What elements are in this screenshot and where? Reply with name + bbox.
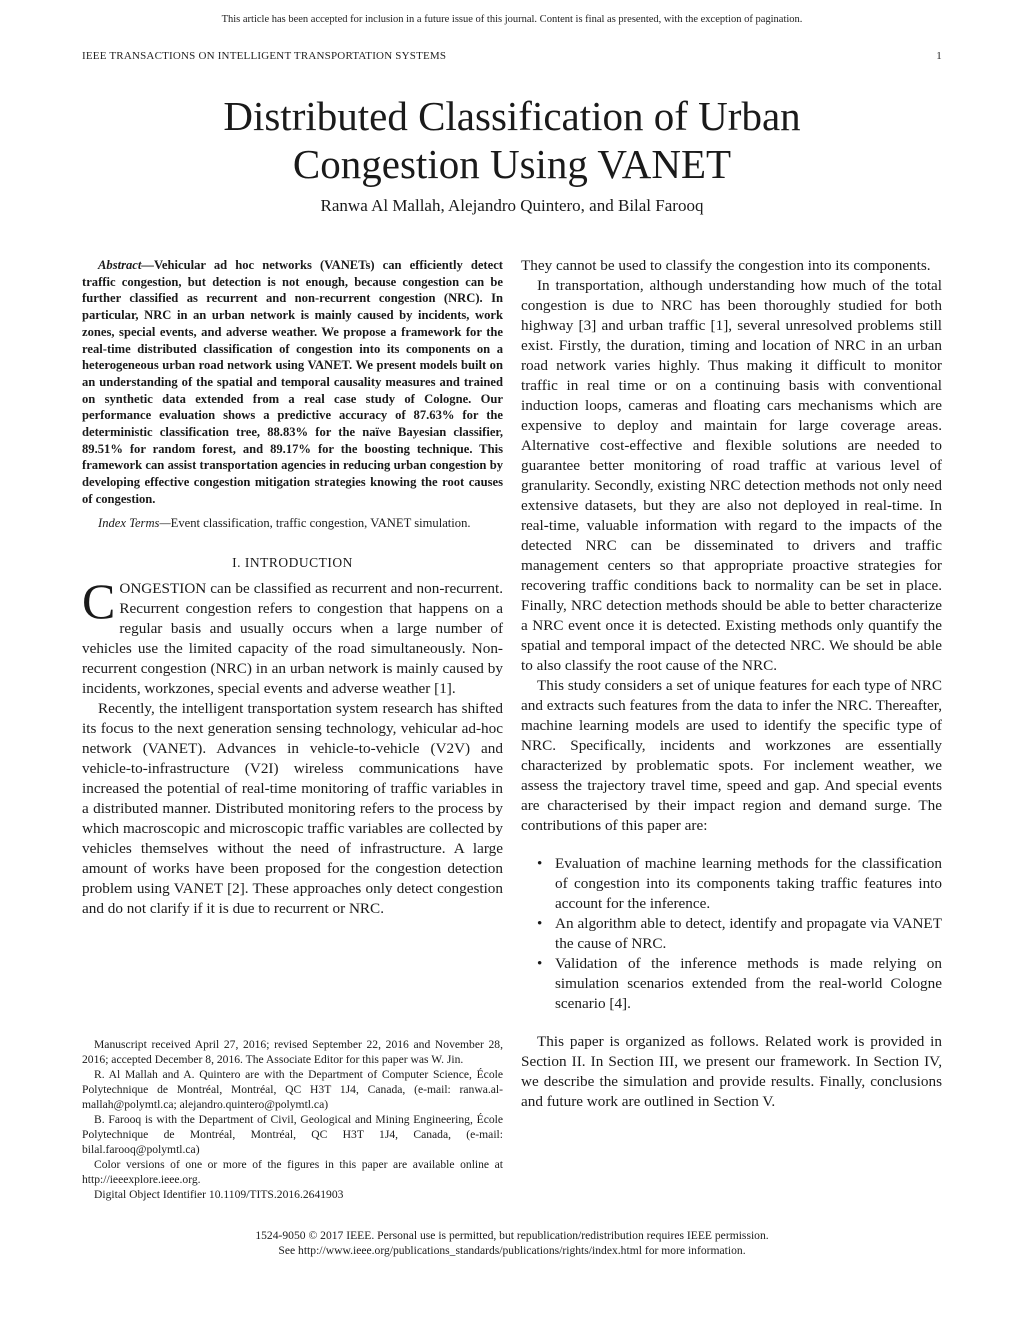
abstract-label: Abstract—: [98, 258, 154, 272]
bullet-icon: •: [537, 955, 543, 972]
list-item-text: Evaluation of machine learning methods for the classification of congestion into its components taking traffic features into account for the inference.: [555, 855, 942, 912]
page-number: 1: [936, 50, 942, 62]
index-terms-text: Event classification, traffic congestion, VANET simulation.: [170, 515, 471, 530]
paper-title: [0, 92, 1024, 188]
author-list: Ranwa Al Mallah, Alejandro Quintero, and Bilal Farooq: [320, 196, 704, 215]
bullet-icon: •: [537, 855, 543, 872]
copyright-footer: [0, 1228, 1024, 1258]
left-column: [82, 257, 503, 919]
drop-cap: C: [82, 573, 116, 630]
intro-paragraph-1-text: ONGESTION can be classified as recurrent and non-recurrent. Recurrent congestion refers to congestion that happens on a regular basis and usually occurs when a large number of vehicles use the limited capacity of the road simultaneously. Non-recurrent congestion (NRC) in an urban network is mainly caused by incidents, workzones, special events and adverse weather [1].: [82, 580, 503, 698]
acceptance-notice: This article has been accepted for inclusion in a future issue of this journal. Content is final as presented, with the exception of pagination.: [221, 14, 803, 25]
intro-paragraph-2: Recently, the intelligent transportation system research has shifted its focus to the next generation sensing technology, vehicular ad-hoc network (VANET). Advances in vehicle-to-vehicle (V2V) and vehicle-to-infrastructure (V2I) wireless communications have increased the potential of real-time monitoring of traffic variables in a distributed manner. Distributed monitoring refers to the process by which macroscopic and microscopic traffic variables are collected by vehicles themselves without the need of infrastructure. A large amount of works have been proposed for the congestion detection problem using VANET [2]. These approaches only detect congestion and do not clarify if it is due to recurrent or NRC.: [82, 700, 503, 918]
index-terms: [82, 515, 503, 532]
footnote-affiliation-1: R. Al Mallah and A. Quintero are with the Department of Computer Science, École Polytechnique de Montréal, Montréal, QC H3T 1J4, Canada, (e-mail: ranwa.al-mallah@polymtl.ca; alejandro.quintero@polymtl.ca): [82, 1068, 503, 1111]
footnote-affiliation-2: B. Farooq is with the Department of Civil, Geological and Mining Engineering, École Polytechnique de Montréal, Montréal, QC H3T 1J4, Canada, (e-mail: bilal.farooq@polymtl.ca): [82, 1113, 503, 1156]
contributions-list: [521, 854, 942, 1014]
title-line-1: Distributed Classification of Urban: [223, 93, 801, 139]
intro-paragraph-1: [82, 573, 503, 699]
right-paragraph-2: This study considers a set of unique features for each type of NRC and extracts such features from the data to infer the NRC. Thereafter, machine learning models are used to identify the specific type of NRC. Specifically, incidents and workzones are essentially characterized by problematic spots. For inclement weather, we assess the trajectory travel time, speed and gap. And special events are characterised by their impact region and demand surge. The contributions of this paper are:: [521, 677, 942, 834]
section-heading-introduction: [82, 555, 503, 571]
bullet-icon: •: [537, 915, 543, 932]
list-item-text: An algorithm able to detect, identify and propagate via VANET the cause of NRC.: [555, 915, 942, 952]
section-numeral: I. I: [232, 555, 250, 571]
abstract-text: Vehicular ad hoc networks (VANETs) can efficiently detect traffic congestion, but detection is not enough, because congestion can be further classified as recurrent and non-recurrent congestion (NRC). In particular, NRC in an urban network is mainly caused by incidents, work zones, special events, and adverse weather. We propose a framework for the real-time distributed classification of congestion into its components on a heterogeneous urban road network using VANET. We present models built on an understanding of the spatial and temporal causality measures and trained on synthetic data extended from a real case study of Cologne. Our performance evaluation shows a predictive accuracy of 87.63% for the deterministic classification tree, 88.83% for the naïve Bayesian classifier, 89.51% for random forest, and 89.17% for the boosting technique. This framework can assist transportation agencies in reducing urban congestion by developing effective congestion mitigation strategies knowing the root causes of congestion.: [82, 258, 503, 506]
right-column: [521, 256, 942, 1112]
list-item: [521, 954, 942, 1014]
abstract: [82, 257, 503, 508]
title-line-2: Congestion Using VANET: [292, 141, 732, 187]
list-item-text: Validation of the inference methods is made relying on simulation scenarios extended from the real-world Cologne scenario [4].: [555, 955, 942, 1012]
footnote-doi: Digital Object Identifier 10.1109/TITS.2016.2641903: [94, 1188, 344, 1201]
footnotes: [82, 1037, 503, 1202]
right-paragraph-1: In transportation, although understanding how much of the total congestion is due to NRC has been thoroughly studied for both highway [3] and urban traffic [1], several unresolved problems still exist. Firstly, the duration, timing and location of NRC in an urban road network varies highly. Thus making it difficult to monitor traffic in real time or on a continuing basis with conventional induction loops, cameras and floating cars mechanisms which are expensive to deploy and maintain for large coverage areas. Alternative cost-effective and flexible solutions are needed to guarantee better monitoring of road traffic at various level of granularity. Secondly, existing NRC detection methods not only need extensive datasets, but they are also not deployed in real-time. In real-time, valuable information with regard to the impacts of the detected NRC can be disseminated to drivers and traffic management centers so that appropriate proactive strategies for recovering traffic conditions back to normality can be set in place. Finally, NRC detection methods should be able to better characterize a NRC event once it is detected. Existing methods only quantify the spatial and temporal impact of the detected NRC. We should be able to also classify the root cause of the NRC.: [521, 277, 942, 674]
journal-name: IEEE TRANSACTIONS ON INTELLIGENT TRANSPORTATION SYSTEMS: [82, 50, 447, 62]
footnote-manuscript: Manuscript received April 27, 2016; revised September 22, 2016 and November 28, 2016; accepted December 8, 2016. The Associate Editor for this paper was W. Jin.: [82, 1038, 503, 1066]
list-item: [521, 854, 942, 914]
index-terms-label: Index Terms—: [98, 515, 171, 530]
section-title: NTRODUCTION: [249, 555, 353, 571]
right-paragraph-0: They cannot be used to classify the congestion into its components.: [521, 257, 931, 274]
rights-link-line: See http://www.ieee.org/publications_standards/publications/rights/index.html for more information.: [278, 1244, 746, 1257]
list-item: [521, 914, 942, 954]
footnote-color-versions: Color versions of one or more of the figures in this paper are available online at http://ieeexplore.ieee.org.: [82, 1158, 503, 1186]
running-header: [82, 50, 942, 62]
right-paragraph-3: This paper is organized as follows. Related work is provided in Section II. In Section III, we present our framework. In Section IV, we describe the simulation and provide results. Finally, conclusions and future work are outlined in Section V.: [521, 1033, 942, 1110]
copyright-line: 1524-9050 © 2017 IEEE. Personal use is permitted, but republication/redistribution requires IEEE permission.: [255, 1229, 769, 1242]
